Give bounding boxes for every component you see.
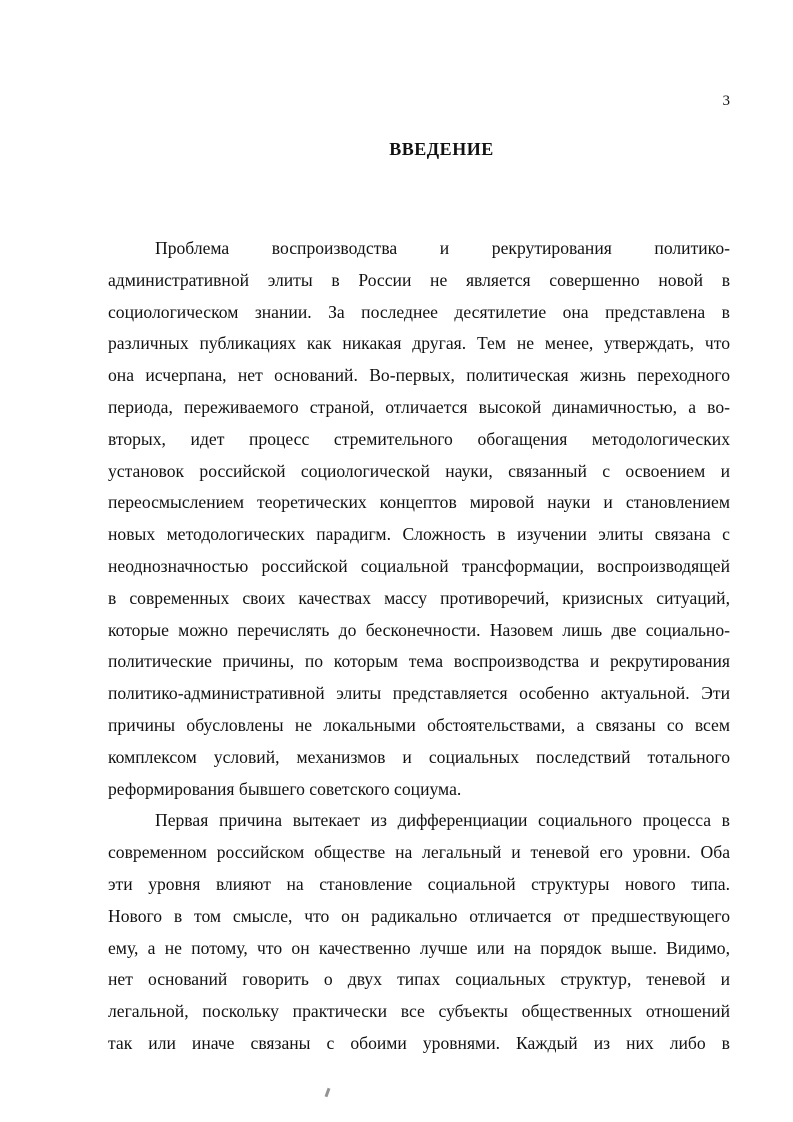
text-line: установок российской социологической науки, связанный с освоением и (108, 460, 730, 481)
text-line: в современных своих качествах массу противоречий, кризисных ситуаций, (108, 587, 730, 608)
text-line: политико-административной элиты представляется особенно актуальной. Эти (108, 683, 730, 704)
text-line: комплексом условий, механизмов и социальных последствий тотального (108, 746, 730, 767)
text-line: неоднозначностью российской социальной трансформации, воспроизводящей (108, 555, 730, 576)
text-line: различных публикациях как никакая другая. Тем не менее, утверждать, что (108, 333, 730, 354)
page-number: 3 (722, 93, 730, 109)
text-line: периода, переживаемого страной, отличается высокой динамичностью, а во- (108, 396, 730, 417)
paragraph-2 (108, 805, 730, 1059)
text-line: реформирования бывшего советского социума. (108, 778, 462, 799)
scan-speck (325, 1088, 331, 1097)
text-line: социологическом знании. За последнее десятилетие она представлена в (108, 301, 730, 322)
text-line: нет оснований говорить о двух типах социальных структур, теневой и (108, 969, 730, 990)
text-line: она исчерпана, нет оснований. Во-первых, политическая жизнь переходного (108, 365, 730, 386)
text-line: вторых, идет процесс стремительного обогащения методологических (108, 428, 730, 449)
text-line: Нового в том смысле, что он радикально отличается от предшествующего (108, 905, 730, 926)
body-text (108, 233, 730, 1060)
section-title: ВВЕДЕНИЕ (389, 139, 494, 159)
text-line: переосмыслением теоретических концептов мировой науки и становлением (108, 492, 730, 513)
text-line: административной элиты в России не является совершенно новой в (108, 269, 730, 290)
paragraph-1 (108, 233, 730, 805)
text-line: эти уровня влияют на становление социальной структуры нового типа. (108, 873, 730, 894)
text-line: политические причины, по которым тема воспроизводства и рекрутирования (108, 651, 730, 672)
text-line: Первая причина вытекает из дифференциации социального процесса в (155, 810, 730, 831)
text-line: легальной, поскольку практически все субъекты общественных отношений (108, 1001, 730, 1022)
text-line: Проблема воспроизводства и рекрутирования политико- (155, 238, 730, 258)
text-line: причины обусловлены не локальными обстоятельствами, а связаны со всем (108, 714, 730, 735)
text-line: ему, а не потому, что он качественно лучше или на порядок выше. Видимо, (108, 937, 730, 958)
text-line: новых методологических парадигм. Сложность в изучении элиты связана с (108, 524, 730, 545)
text-line: современном российском обществе на легальный и теневой его уровни. Оба (108, 842, 730, 863)
text-line: которые можно перечислять до бесконечности. Назовем лишь две социально- (108, 619, 730, 640)
text-line: так или иначе связаны с обоими уровнями. Каждый из них либо в (108, 1032, 730, 1053)
